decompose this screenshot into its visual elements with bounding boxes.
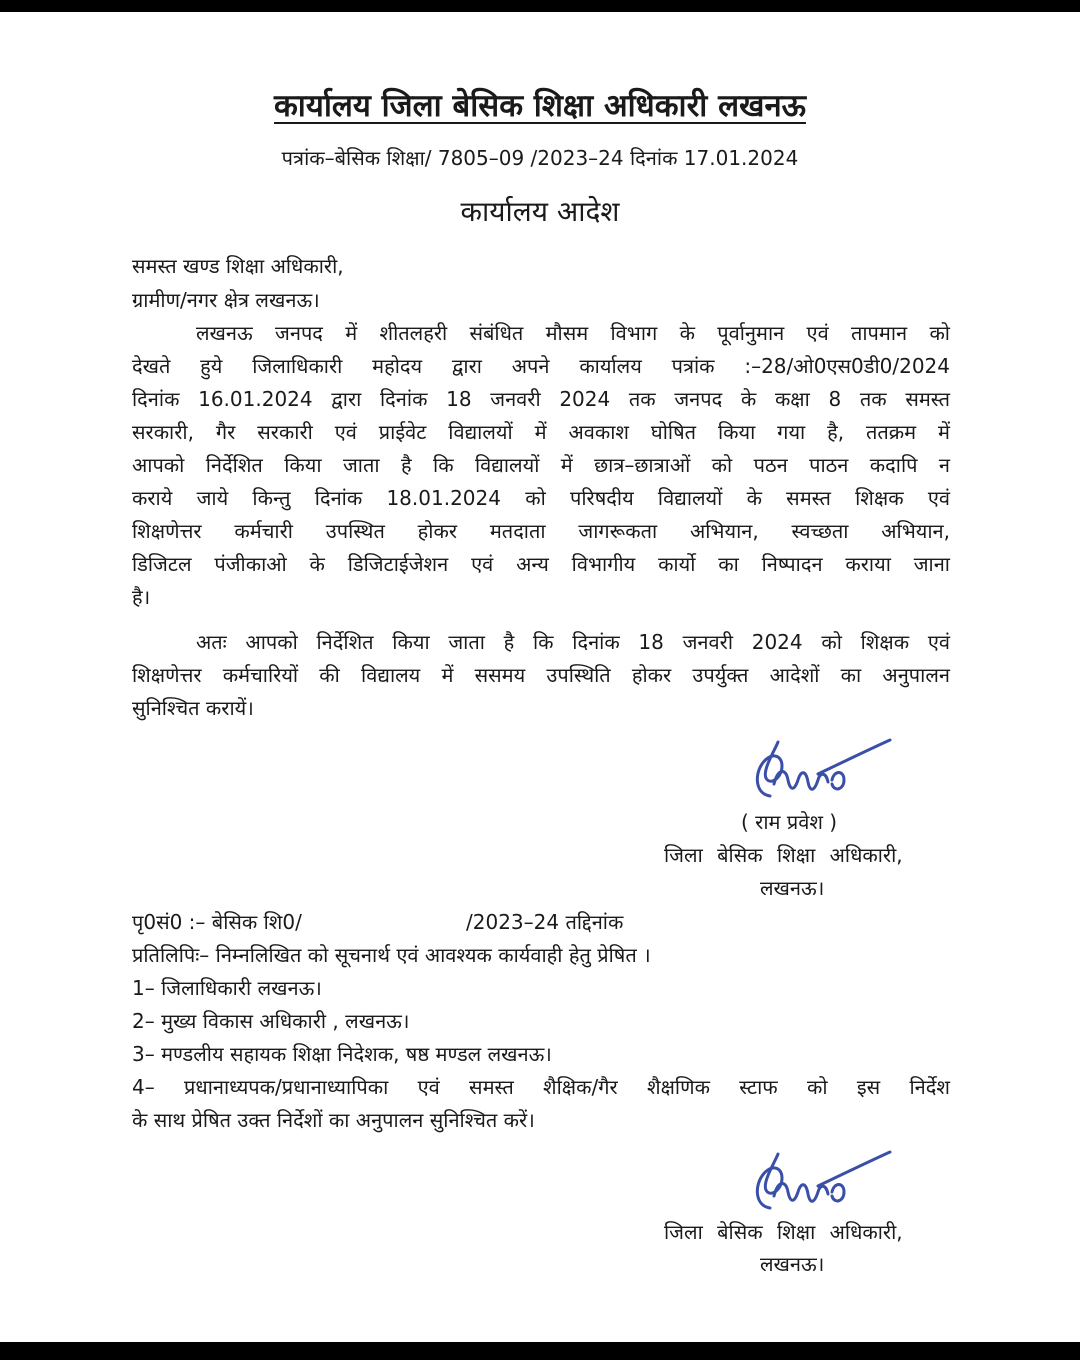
para1-line-2: देखते हुये जिलाधिकारी महोदय द्वारा अपने कार्यालय पत्रांक :–28/ओ0एस0डी0/2024: [132, 354, 950, 378]
copy-item-3: 3– मण्डलीय सहायक शिक्षा निदेशक, षष्ठ मण्डल लखनऊ।: [132, 1042, 552, 1066]
signatory-designation-1: जिला बेसिक शिक्षा अधिकारी,: [664, 843, 903, 867]
para1-line-1: लखनऊ जनपद में शीतलहरी संबंधित मौसम विभाग के पूर्वानुमान एवं तापमान को: [196, 321, 950, 345]
para2-line-3: सुनिश्चित करायें।: [132, 696, 254, 720]
copy-item-4-line-1: 4– प्रधानाध्यपक/प्रधानाध्यापिका एवं समस्त शैक्षिक/गैर शैक्षणिक स्टाफ को इस निर्देश: [132, 1075, 950, 1099]
reference-line: पत्रांक–बेसिक शिक्षा/ 7805–09 /2023–24 दिनांक 17.01.2024: [281, 146, 799, 170]
para1-line-5: आपको निर्देशित किया जाता है कि विद्यालयों में छात्र–छात्राओं को पठन पाठन कदापि न: [132, 453, 950, 477]
copy-item-4-line-2: के साथ प्रेषित उक्त निर्देशों का अनुपालन सुनिश्चित करें।: [132, 1108, 535, 1132]
addressee-line-2: ग्रामीण/नगर क्षेत्र लखनऊ।: [132, 288, 320, 312]
copy-intro: प्रतिलिपिः– निम्नलिखित को सूचनार्थ एवं आवश्यक कार्यवाही हेतु प्रेषित ।: [132, 943, 651, 967]
para1-line-4: सरकारी, गैर सरकारी एवं प्राईवेट विद्यालयों में अवकाश घोषित किया गया है, ततक्रम में: [132, 420, 950, 444]
para1-line-8: डिजिटल पंजीकाओ के डिजिटाईजेशन एवं अन्य विभागीय कार्यो का निष्पादन कराया जाना: [132, 552, 950, 576]
order-title: कार्यालय आदेश: [460, 195, 620, 228]
signatory-designation-2: जिला बेसिक शिक्षा अधिकारी,: [664, 1220, 903, 1244]
addressee-line-1: समस्त खण्ड शिक्षा अधिकारी,: [132, 254, 344, 278]
signatory-name: ( राम प्रवेश ): [741, 810, 838, 834]
copy-item-2: 2– मुख्य विकास अधिकारी , लखनऊ।: [132, 1009, 410, 1033]
para1-line-6: कराये जाये किन्तु दिनांक 18.01.2024 को परिषदीय विद्यालयों के समस्त शिक्षक एवं: [132, 486, 950, 510]
para1-line-3: दिनांक 16.01.2024 द्वारा दिनांक 18 जनवरी 2024 तक जनपद के कक्षा 8 तक समस्त: [132, 387, 950, 411]
signatory-city-2: लखनऊ।: [760, 1252, 825, 1276]
copy-ref-suffix: /2023–24 तद्दिनांक: [466, 910, 624, 934]
signatory-city-1: लखनऊ।: [760, 876, 825, 900]
top-frame-bar: [0, 0, 1080, 12]
para1-line-9: है।: [132, 585, 151, 609]
signature-1: [748, 734, 898, 810]
para1-line-7: शिक्षणेत्तर कर्मचारी उपस्थित होकर मतदाता जागरूकता अभियान, स्वच्छता अभियान,: [132, 519, 950, 543]
para2-line-2: शिक्षणेत्तर कर्मचारियों की विद्यालय में ससमय उपस्थिति होकर उपर्युक्त आदेशों का अनुपालन: [132, 663, 950, 687]
bottom-frame-bar: [0, 1342, 1080, 1360]
para2-line-1: अतः आपको निर्देशित किया जाता है कि दिनांक 18 जनवरी 2024 को शिक्षक एवं: [196, 630, 950, 654]
copy-item-1: 1– जिलाधिकारी लखनऊ।: [132, 976, 322, 1000]
signature-2: [748, 1146, 898, 1222]
document-page: [0, 12, 1080, 1342]
office-title: कार्यालय जिला बेसिक शिक्षा अधिकारी लखनऊ: [274, 88, 806, 124]
copy-ref-prefix: पृ0सं0 :– बेसिक शि0/: [132, 910, 302, 934]
